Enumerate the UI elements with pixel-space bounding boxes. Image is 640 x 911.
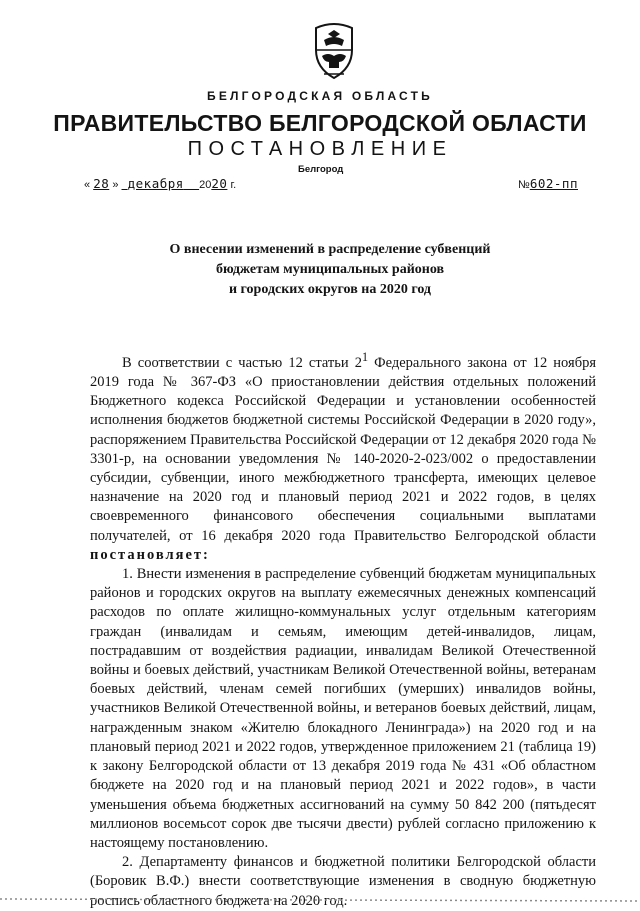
region-name: БЕЛГОРОДСКАЯ ОБЛАСТЬ bbox=[207, 89, 433, 103]
title-line: О внесении изменений в распределение субвенций bbox=[169, 242, 491, 257]
document-body bbox=[90, 348, 596, 911]
scan-edge-line bbox=[0, 893, 640, 905]
government-name: ПРАВИТЕЛЬСТВО БЕЛГОРОДСКОЙ ОБЛАСТИ bbox=[53, 110, 587, 136]
date-year-mark: г. bbox=[230, 179, 237, 191]
belgorod-coat-of-arms-icon bbox=[306, 20, 362, 84]
date-day: 28 bbox=[93, 176, 110, 191]
resolves-word: постановляет: bbox=[90, 546, 210, 563]
title-line: бюджетам муниципальных районов bbox=[215, 262, 445, 277]
date-month: декабря bbox=[127, 176, 184, 191]
document-title bbox=[120, 240, 540, 300]
date-year-prefix: 20 bbox=[199, 179, 212, 191]
city-name: Белгород bbox=[298, 164, 344, 175]
clause-2-paragraph: 2. Департаменту финансов и бюджетной политики Белгородской области (Боровик В.Ф.) внести соответствующие изменения в сводную бюджетную роспись областного бюджета на 2020 год. bbox=[90, 854, 596, 909]
date-open-quote: « bbox=[84, 179, 91, 191]
preamble-paragraph: В соответствии с частью 12 статьи $2^1$ Федерального закона от 12 ноября 2019 года № 367-ФЗ «О приостановлении действия отдельных положений Бюджетного кодекса Российской Федерации и установлении особенностей исполнения бюджетов бюджетной системы Российской Федерации в 2020 году», распоряжением Правительства Российской Федерации от 12 декабря 2020 года № 3301-р, на основании уведомления № 140-2020-2-023/002 о предоставлении субсидии, субвенции, иного межбюджетного трансферта, имеющих целевое назначение на 2020 год и плановый период 2021 и 2022 годов, в целях своевременного финансового обеспечения социальными выплатами получателей, от 16 декабря 2020 года Правительство Белгородской области постановляет: bbox=[90, 350, 596, 563]
document-type: ПОСТАНОВЛЕНИЕ bbox=[187, 138, 453, 160]
date-line bbox=[84, 176, 236, 191]
number-value: 602-пп bbox=[529, 176, 578, 191]
number-label: № bbox=[518, 179, 530, 191]
decree-number bbox=[518, 176, 578, 191]
clause-1-paragraph: 1. Внести изменения в распределение субвенций бюджетам муниципальных районов и городских округов на выплату ежемесячных денежных компенсаций расходов по оплате жилищно-коммунальных услуг отдельным категориям граждан (инвалидам и семьям, имеющим детей-инвалидов, лицам, пострадавшим от воздействия радиации, инвалидам Великой Отечественной войны и боевых действий, участникам Великой Отечественной войны, ветеранам боевых действий, членам семей погибших (умерших) инвалидов войны, участников Великой Отечественной войны, и ветеранов боевых действий, лицам, награжденным знаком «Жителю блокадного Ленинграда») на 2020 год и на плановый период 2021 и 2022 годов, утвержденное приложением 21 (таблица 19) к закону Белгородской области от 13 декабря 2019 года № 431 «Об областном бюджете на 2020 год и на плановый период 2021 и 2022 годов», в части уменьшения объема бюджетных ассигнований на сумму 50 842 200 (пятьдесят миллионов восемьсот сорок две тысячи двести) рублей согласно приложению к настоящему постановлению. bbox=[90, 566, 596, 851]
date-year-suffix: 20 bbox=[211, 176, 228, 191]
superscript: 1 bbox=[361, 350, 369, 364]
title-line: и городских округов на 2020 год bbox=[228, 282, 432, 297]
date-close-quote: » bbox=[112, 179, 119, 191]
